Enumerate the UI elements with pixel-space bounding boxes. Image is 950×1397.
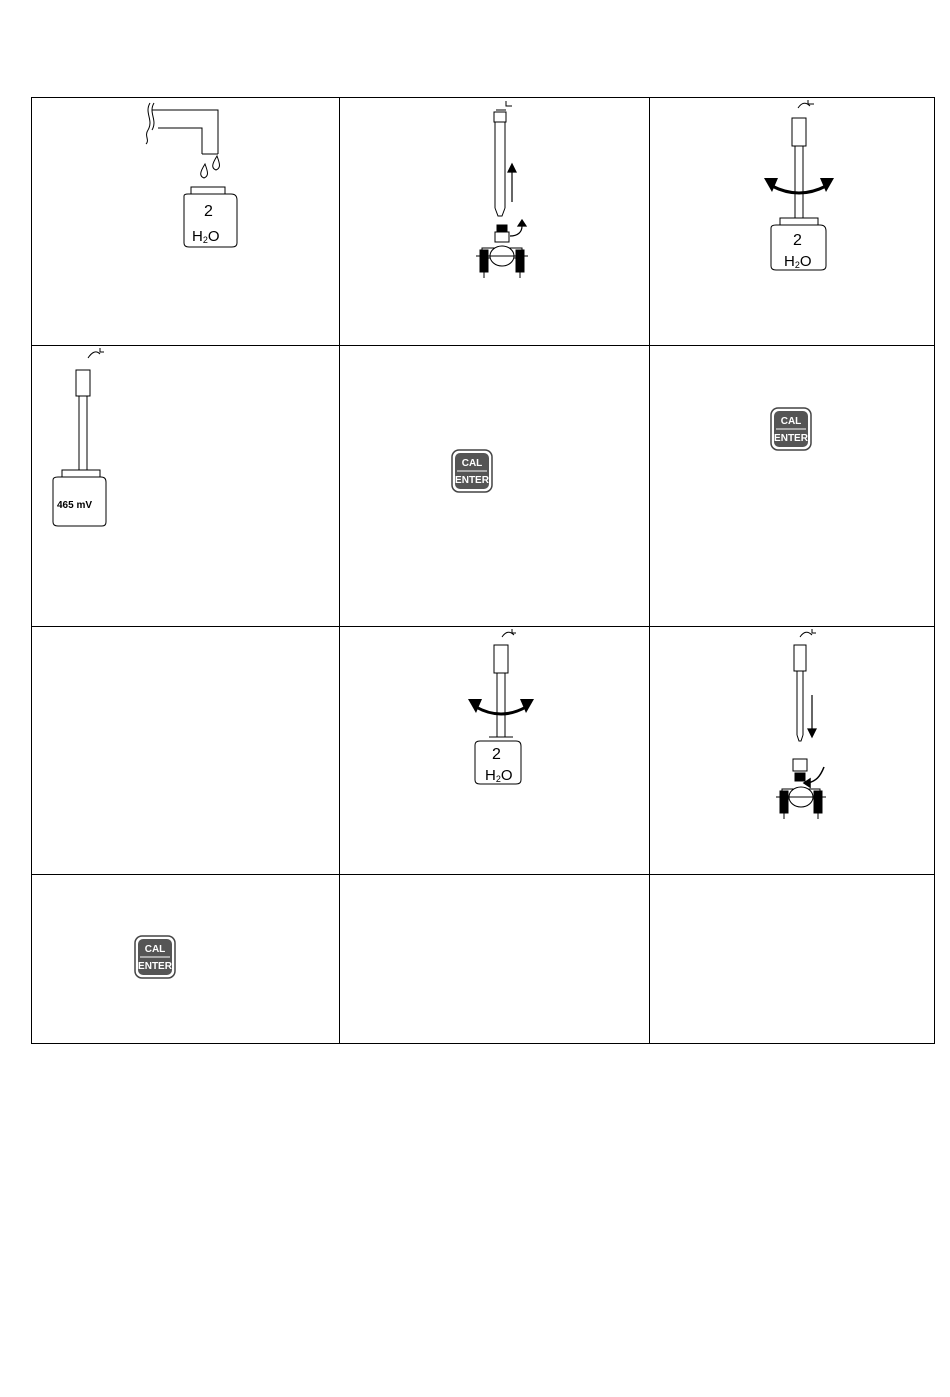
bottle-number: 2: [793, 232, 802, 249]
pipe-clamp-icon: [776, 759, 826, 819]
cal-enter-button-icon: [771, 408, 811, 450]
instruction-grid: [31, 97, 935, 1044]
step-cell-9: [650, 627, 936, 874]
svg-text:ENTER: ENTER: [138, 961, 172, 972]
step-cell-6: [650, 346, 936, 626]
faucet-icon: [146, 103, 218, 154]
svg-text:CAL: CAL: [461, 458, 483, 469]
step-cell-10: [32, 875, 339, 1045]
probe-icon: [489, 629, 516, 737]
step-cell-7: [32, 627, 339, 874]
svg-text:CAL: CAL: [780, 416, 802, 427]
step-cell-12: [650, 875, 936, 1045]
probe-icon: [494, 101, 512, 216]
probe-icon: [794, 629, 816, 741]
step-cell-2: [340, 98, 649, 345]
rotate-arrow-icon: [510, 220, 526, 236]
step-cell-5: [340, 346, 649, 626]
svg-text:CAL: CAL: [144, 944, 166, 955]
probe-icon: [792, 100, 814, 220]
swirl-arrow-icon: [764, 178, 834, 193]
bottle-icon: [53, 470, 106, 526]
step-cell-3: [650, 98, 936, 345]
cal-enter-button-icon: [452, 450, 492, 492]
step-cell-8: [340, 627, 649, 874]
bottle-label: H2O: [485, 767, 513, 784]
bottle-number: 2: [492, 746, 501, 763]
bottle-label: H2O: [784, 253, 812, 270]
svg-text:ENTER: ENTER: [774, 433, 808, 444]
bottle-reading: 465 mV: [57, 500, 93, 511]
bottle-icon: [184, 187, 237, 247]
bottle-number: 2: [204, 203, 213, 220]
down-arrow-icon: [808, 695, 816, 737]
bottle-icon: [475, 741, 521, 784]
water-drops-icon: [201, 156, 220, 178]
step-cell-1: [32, 98, 339, 345]
bottle-label: H2O: [192, 228, 220, 245]
svg-text:ENTER: ENTER: [455, 475, 489, 486]
up-arrow-icon: [508, 164, 516, 202]
cal-enter-button-icon: [135, 936, 175, 978]
step-cell-4: [32, 346, 339, 626]
probe-icon: [76, 348, 104, 470]
bottle-icon: [771, 218, 826, 270]
step-cell-11: [340, 875, 649, 1045]
swirl-arrow-icon: [468, 699, 534, 714]
